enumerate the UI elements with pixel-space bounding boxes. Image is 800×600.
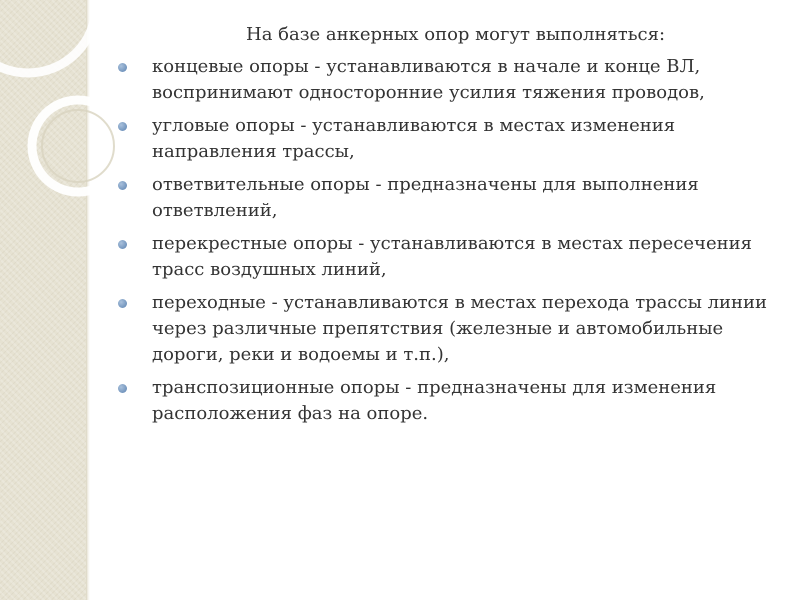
slide-content xyxy=(118,22,778,434)
slide-heading: На базе анкерных опор могут выполняться: xyxy=(246,24,666,45)
decorative-circles xyxy=(0,0,120,600)
bullet-icon xyxy=(118,299,127,308)
list-item xyxy=(118,113,778,165)
list-item-text: концевые опоры - устанавливаются в начале и конце ВЛ, воспринимают односторонние усилия тяжения проводов, xyxy=(152,56,705,103)
list-item-text: ответвительные опоры - предназначены для выполнения ответвлений, xyxy=(152,174,699,221)
bullet-icon xyxy=(118,63,127,72)
list-item xyxy=(118,375,778,427)
list-item-text: переходные - устанавливаются в местах перехода трассы линии через различные препятствия (железные и автомобильные дороги, реки и водоемы и т.п.), xyxy=(152,292,768,365)
bullet-icon xyxy=(118,240,127,249)
bullet-icon xyxy=(118,122,127,131)
list-item xyxy=(118,231,778,283)
bullet-list xyxy=(118,54,778,427)
list-item-text: угловые опоры - устанавливаются в местах изменения направления трассы, xyxy=(152,115,676,162)
list-item-text: перекрестные опоры - устанавливаются в местах пересечения трасс воздушных линий, xyxy=(152,233,752,280)
decorative-circle-inner xyxy=(42,110,114,182)
decorative-circle-medium xyxy=(32,100,124,192)
list-item xyxy=(118,172,778,224)
list-item-text: транспозиционные опоры - предназначены для изменения расположения фаз на опоре. xyxy=(152,377,717,424)
list-item xyxy=(118,54,778,106)
decorative-circle-large xyxy=(0,0,96,73)
bullet-icon xyxy=(118,384,127,393)
list-item xyxy=(118,290,778,368)
bullet-icon xyxy=(118,181,127,190)
